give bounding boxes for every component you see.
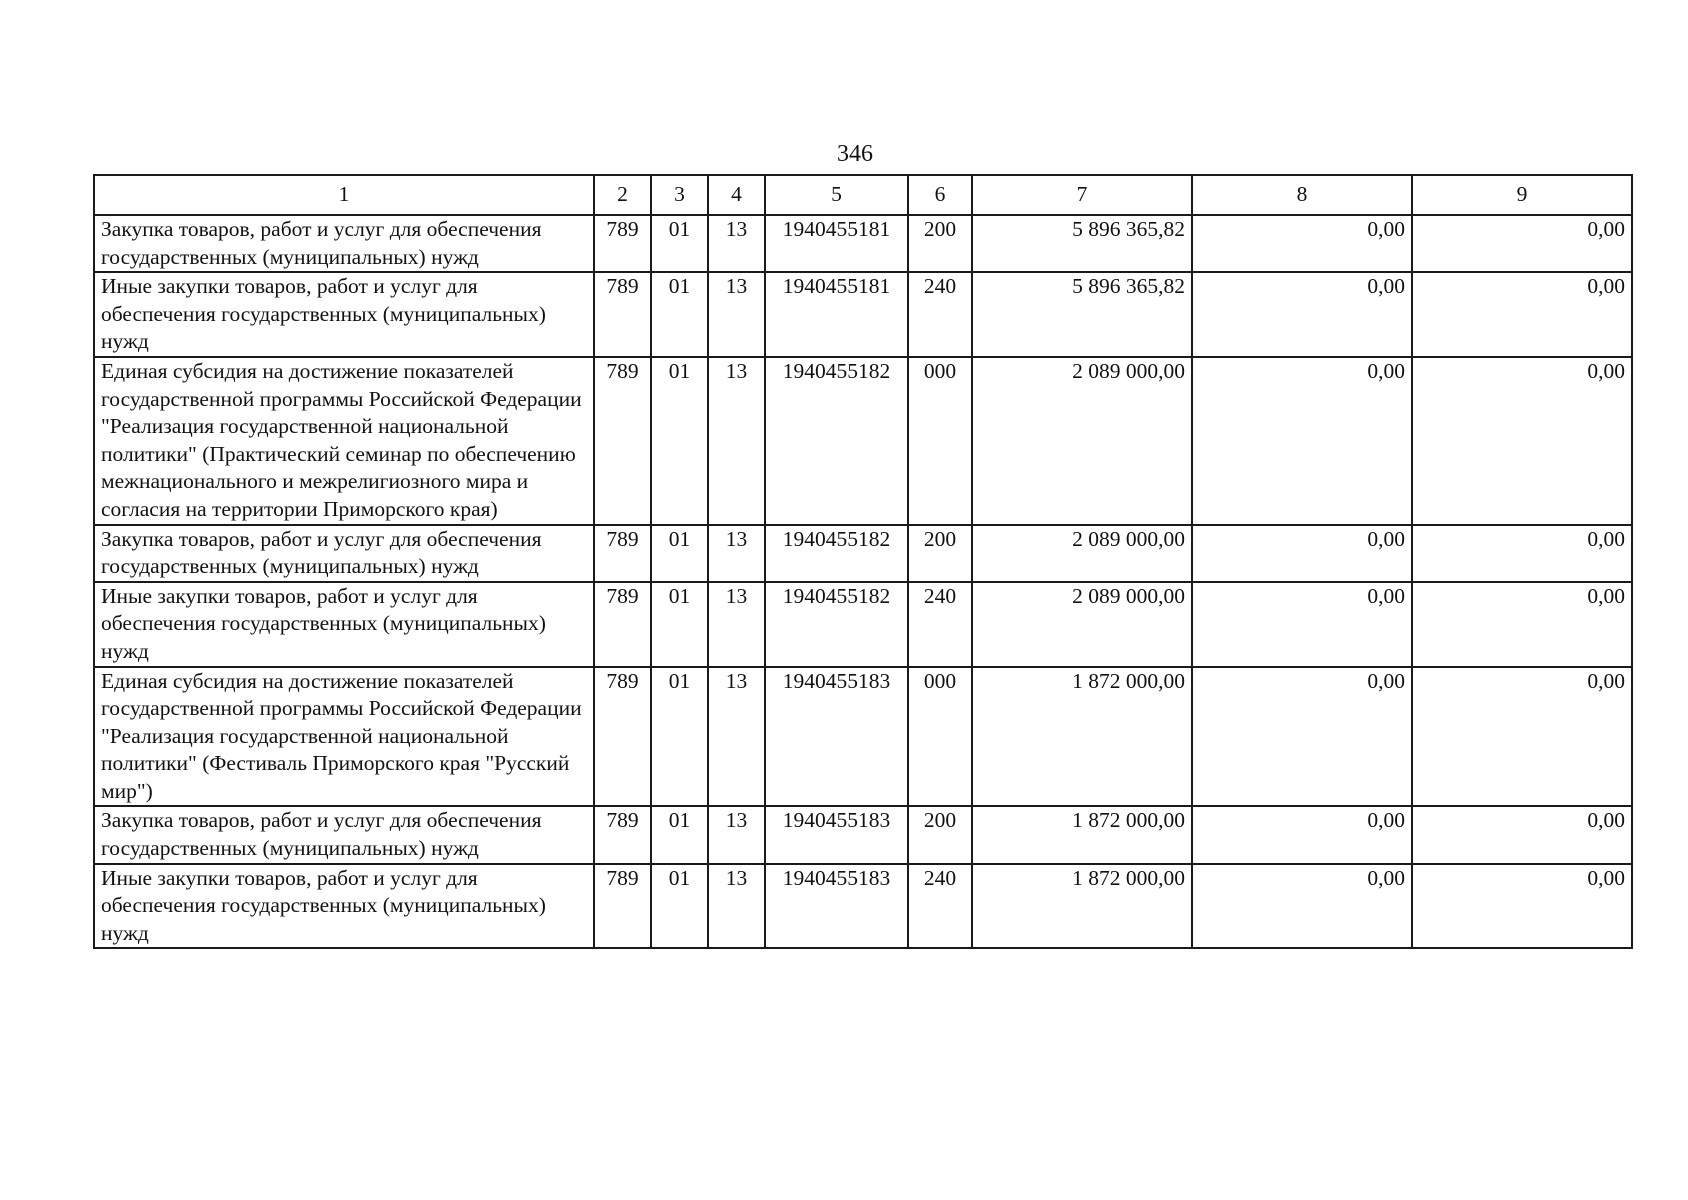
amount-col9-cell: 0,00	[1412, 215, 1632, 272]
expense-name-cell: Иные закупки товаров, работ и услуг для обеспечения государственных (муниципальных) нужд	[94, 864, 594, 949]
ministry-code-cell: 789	[594, 357, 651, 525]
subsection-code-cell: 13	[708, 864, 765, 949]
ministry-code-cell: 789	[594, 525, 651, 582]
header-cell-9: 9	[1412, 175, 1632, 215]
amount-col8-cell: 0,00	[1192, 525, 1412, 582]
ministry-code-cell: 789	[594, 806, 651, 863]
expense-name-cell: Закупка товаров, работ и услуг для обеспечения государственных (муниципальных) нужд	[94, 215, 594, 272]
ministry-code-cell: 789	[594, 667, 651, 807]
expense-name-cell: Иные закупки товаров, работ и услуг для обеспечения государственных (муниципальных) нужд	[94, 272, 594, 357]
amount-col8-cell: 0,00	[1192, 215, 1412, 272]
amount-col9-cell: 0,00	[1412, 864, 1632, 949]
amount-col9-cell: 0,00	[1412, 525, 1632, 582]
expense-type-cell: 000	[908, 357, 972, 525]
subsection-code-cell: 13	[708, 272, 765, 357]
table-row	[94, 272, 1632, 357]
amount-col8-cell: 0,00	[1192, 864, 1412, 949]
target-article-cell: 1940455183	[765, 667, 908, 807]
ministry-code-cell: 789	[594, 272, 651, 357]
section-code-cell: 01	[651, 357, 708, 525]
header-cell-2: 2	[594, 175, 651, 215]
expense-type-cell: 200	[908, 806, 972, 863]
expense-type-cell: 240	[908, 272, 972, 357]
table-row	[94, 525, 1632, 582]
target-article-cell: 1940455183	[765, 864, 908, 949]
page-number: 346	[837, 141, 873, 167]
header-row	[94, 175, 1632, 215]
header-cell-5: 5	[765, 175, 908, 215]
section-code-cell: 01	[651, 864, 708, 949]
amount-col9-cell: 0,00	[1412, 272, 1632, 357]
target-article-cell: 1940455181	[765, 215, 908, 272]
amount-col9-cell: 0,00	[1412, 357, 1632, 525]
target-article-cell: 1940455183	[765, 806, 908, 863]
ministry-code-cell: 789	[594, 215, 651, 272]
section-code-cell: 01	[651, 667, 708, 807]
amount-col9-cell: 0,00	[1412, 667, 1632, 807]
expense-type-cell: 200	[908, 525, 972, 582]
header-cell-8: 8	[1192, 175, 1412, 215]
amount-col8-cell: 0,00	[1192, 582, 1412, 667]
amount-col9-cell: 0,00	[1412, 582, 1632, 667]
section-code-cell: 01	[651, 215, 708, 272]
header-cell-6: 6	[908, 175, 972, 215]
ministry-code-cell: 789	[594, 582, 651, 667]
section-code-cell: 01	[651, 525, 708, 582]
amount-col7-cell: 2 089 000,00	[972, 357, 1192, 525]
section-code-cell: 01	[651, 272, 708, 357]
subsection-code-cell: 13	[708, 357, 765, 525]
amount-col7-cell: 1 872 000,00	[972, 864, 1192, 949]
subsection-code-cell: 13	[708, 215, 765, 272]
subsection-code-cell: 13	[708, 667, 765, 807]
amount-col7-cell: 2 089 000,00	[972, 525, 1192, 582]
table-row	[94, 864, 1632, 949]
ministry-code-cell: 789	[594, 864, 651, 949]
expense-type-cell: 200	[908, 215, 972, 272]
table-row	[94, 357, 1632, 525]
table-row	[94, 215, 1632, 272]
header-cell-1: 1	[94, 175, 594, 215]
amount-col7-cell: 1 872 000,00	[972, 806, 1192, 863]
expense-type-cell: 000	[908, 667, 972, 807]
amount-col7-cell: 5 896 365,82	[972, 215, 1192, 272]
header-cell-4: 4	[708, 175, 765, 215]
section-code-cell: 01	[651, 806, 708, 863]
amount-col8-cell: 0,00	[1192, 806, 1412, 863]
expense-name-cell: Закупка товаров, работ и услуг для обеспечения государственных (муниципальных) нужд	[94, 806, 594, 863]
expense-type-cell: 240	[908, 864, 972, 949]
expense-type-cell: 240	[908, 582, 972, 667]
header-cell-3: 3	[651, 175, 708, 215]
table-row	[94, 806, 1632, 863]
amount-col8-cell: 0,00	[1192, 272, 1412, 357]
subsection-code-cell: 13	[708, 806, 765, 863]
expense-name-cell: Единая субсидия на достижение показателей государственной программы Российской Федерации "Реализация государственной национальной политики" (Фестиваль Приморского края "Русский мир")	[94, 667, 594, 807]
table-row	[94, 667, 1632, 807]
target-article-cell: 1940455182	[765, 525, 908, 582]
expense-name-cell: Закупка товаров, работ и услуг для обеспечения государственных (муниципальных) нужд	[94, 525, 594, 582]
amount-col8-cell: 0,00	[1192, 357, 1412, 525]
budget-table	[93, 174, 1633, 949]
target-article-cell: 1940455182	[765, 357, 908, 525]
target-article-cell: 1940455182	[765, 582, 908, 667]
header-cell-7: 7	[972, 175, 1192, 215]
amount-col9-cell: 0,00	[1412, 806, 1632, 863]
amount-col8-cell: 0,00	[1192, 667, 1412, 807]
table-row	[94, 582, 1632, 667]
amount-col7-cell: 5 896 365,82	[972, 272, 1192, 357]
expense-name-cell: Единая субсидия на достижение показателей государственной программы Российской Федерации "Реализация государственной национальной политики" (Практический семинар по обеспечению межнационального и межрелигиозного мира и согласия на территории Приморского края)	[94, 357, 594, 525]
expense-name-cell: Иные закупки товаров, работ и услуг для обеспечения государственных (муниципальных) нужд	[94, 582, 594, 667]
amount-col7-cell: 2 089 000,00	[972, 582, 1192, 667]
amount-col7-cell: 1 872 000,00	[972, 667, 1192, 807]
section-code-cell: 01	[651, 582, 708, 667]
subsection-code-cell: 13	[708, 582, 765, 667]
subsection-code-cell: 13	[708, 525, 765, 582]
target-article-cell: 1940455181	[765, 272, 908, 357]
